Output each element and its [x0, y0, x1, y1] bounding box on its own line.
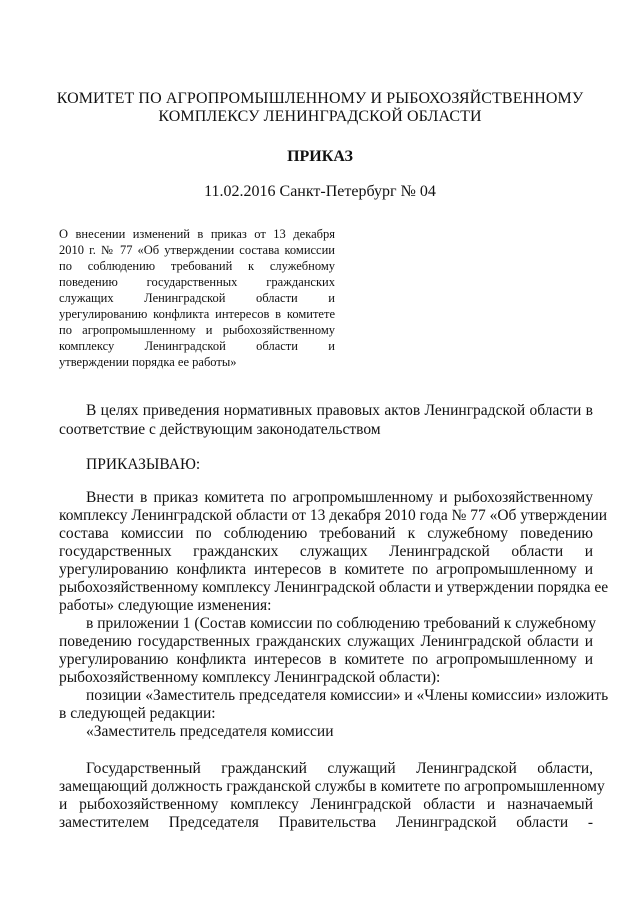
paragraph-line: в приложении 1 (Состав комиссии по соблюдению требований к служебному — [86, 615, 596, 632]
paragraph-line: работы» следующие изменения: — [59, 597, 272, 614]
document-title: ПРИКАЗ — [287, 148, 353, 165]
date-place-number: 11.02.2016 Санкт-Петербург № 04 — [204, 183, 436, 200]
subject-line: комплексу Ленинградской области и — [59, 339, 335, 353]
paragraph-line: состава комиссии по соблюдению требований к служебному поведению — [59, 525, 593, 542]
paragraph-line: урегулированию конфликта интересов в комитете по агропромышленному и — [59, 561, 593, 578]
paragraph-line: позиции «Заместитель председателя комиссии» и «Члены комиссии» изложить — [86, 687, 609, 704]
order-word: ПРИКАЗЫВАЮ: — [86, 456, 201, 473]
subject-line: 2010 г. № 77 «Об утверждении состава комиссии — [59, 243, 335, 257]
subject-line: урегулированию конфликта интересов в комитете — [59, 307, 335, 321]
committee-name-line-2: КОМПЛЕКСУ ЛЕНИНГРАДСКОЙ ОБЛАСТИ — [158, 108, 482, 125]
subject-line: по соблюдению требований к служебному — [59, 259, 335, 273]
paragraph-line: заместителем Председателя Правительства Ленинградской области - — [59, 814, 593, 831]
paragraph-line: государственных гражданских служащих Ленинградской области и — [59, 543, 593, 560]
subject-line: О внесении изменений в приказ от 13 декабря — [59, 227, 335, 241]
subject-line: служащих Ленинградской области и — [59, 291, 335, 305]
paragraph-line: рыбохозяйственному комплексу Ленинградской области): — [59, 669, 441, 686]
paragraph-line: замещающий должность гражданской службы в комитете по агропромышленному — [59, 778, 605, 795]
subject-line: поведению государственных гражданских — [59, 275, 335, 289]
paragraph-line: в следующей редакции: — [59, 705, 216, 722]
subject-line: по агропромышленному и рыбохозяйственному — [59, 323, 335, 337]
committee-name-line-1: КОМИТЕТ ПО АГРОПРОМЫШЛЕННОМУ И РЫБОХОЗЯЙСТВЕННОМУ — [56, 90, 584, 107]
preamble-line: В целях приведения нормативных правовых актов Ленинградской области в — [86, 402, 593, 419]
paragraph-line: комплексу Ленинградской области от 13 декабря 2010 года № 77 «Об утверждении — [59, 507, 608, 524]
paragraph-line: урегулированию конфликта интересов в комитете по агропромышленному и — [59, 651, 593, 668]
position-heading: «Заместитель председателя комиссии — [86, 723, 334, 740]
preamble-line: соответствие с действующим законодательством — [59, 421, 381, 438]
paragraph-line: поведению государственных гражданских служащих Ленинградской области и — [59, 633, 593, 650]
subject-line: утверждении порядка ее работы» — [59, 355, 237, 369]
paragraph-line: и рыбохозяйственному комплексу Ленинградской области и назначаемый — [59, 796, 593, 813]
paragraph-line: Внести в приказ комитета по агропромышленному и рыбохозяйственному — [86, 489, 593, 506]
paragraph-line: рыбохозяйственному комплексу Ленинградской области и утверждении порядка ее — [59, 579, 609, 596]
paragraph-line: Государственный гражданский служащий Ленинградской области, — [86, 760, 593, 777]
